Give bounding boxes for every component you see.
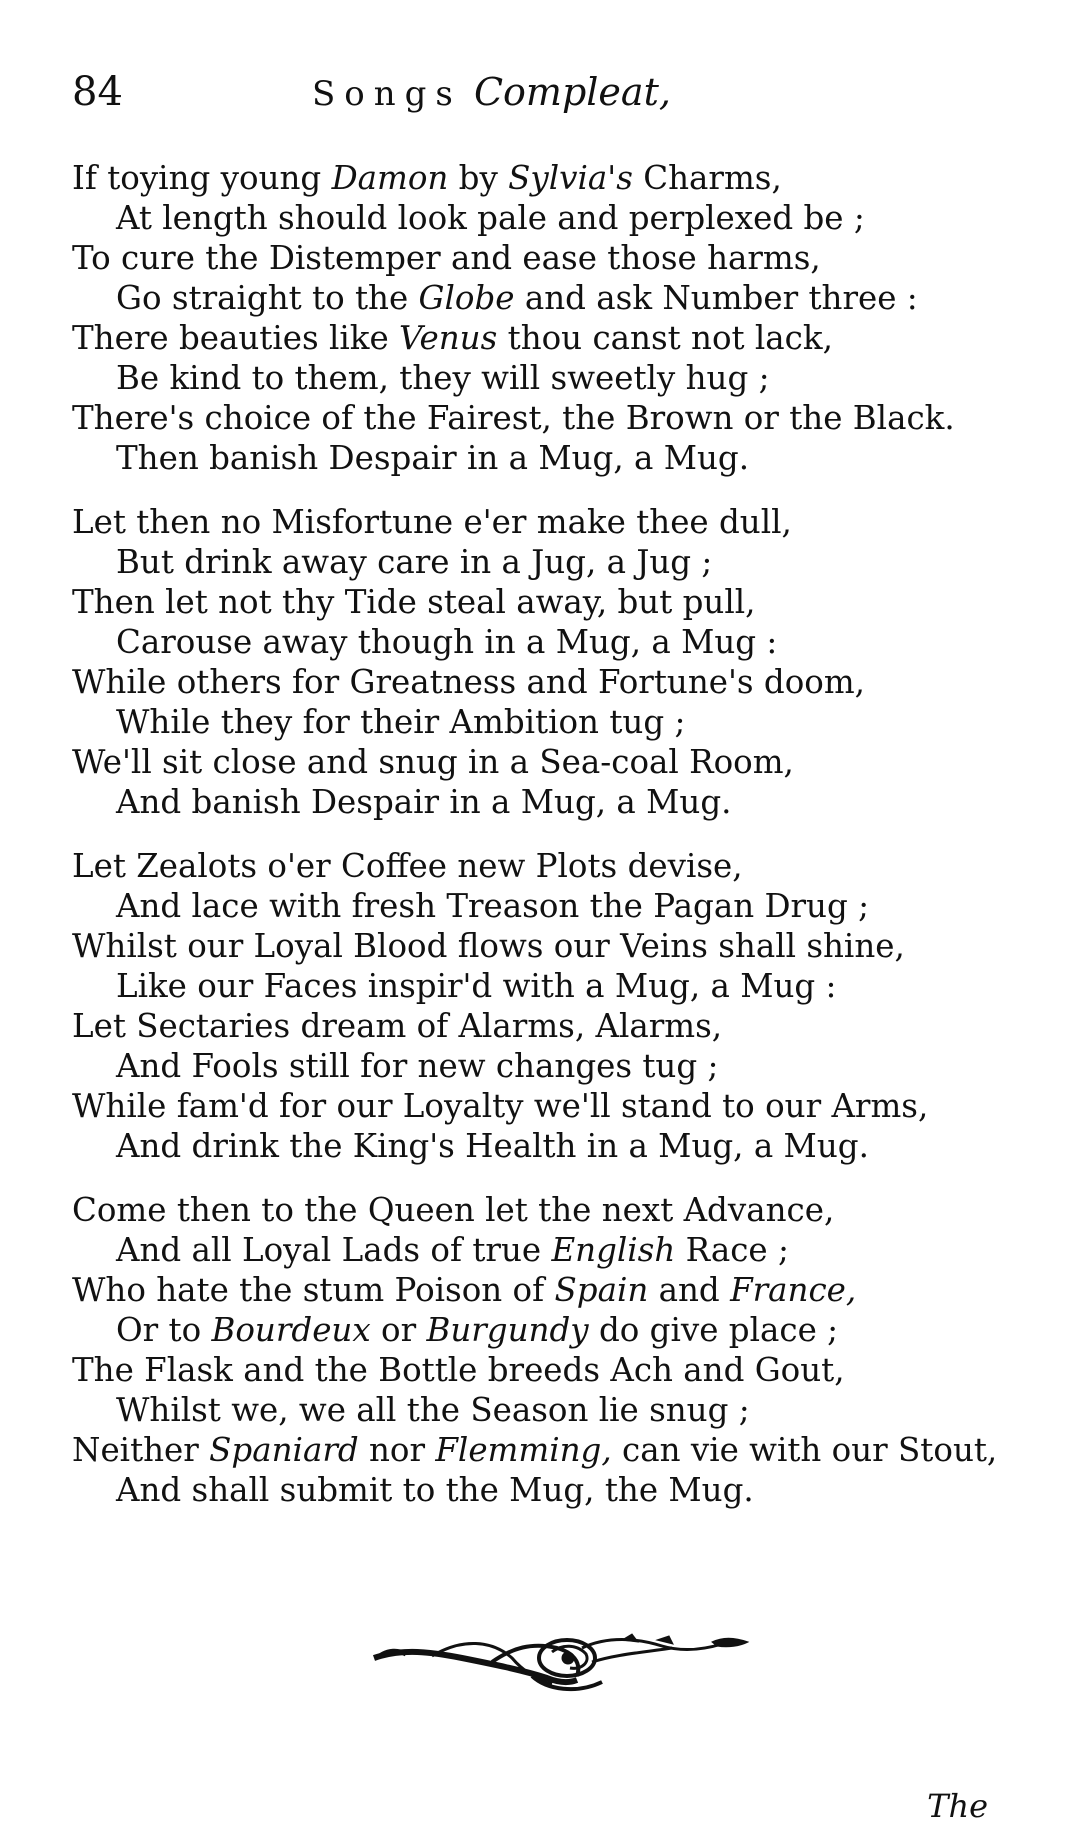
- poem-line: [72, 278, 1022, 318]
- text-run: Like our Faces inspir'd with a Mug, a Mug :: [116, 967, 837, 1005]
- text-run: The Flask and the Bottle breeds Ach and Gout,: [72, 1351, 845, 1389]
- text-run: by: [448, 159, 509, 197]
- text-run: can vie with our Stout,: [611, 1431, 998, 1469]
- poem-line: [72, 846, 1022, 886]
- poem-line: [72, 702, 1022, 742]
- text-run: To cure the Distemper and ease those harms,: [72, 239, 821, 277]
- poem-line: [72, 1270, 1022, 1310]
- italic-text: Spaniard: [209, 1431, 359, 1469]
- running-title: [312, 62, 671, 124]
- text-run: While fam'd for our Loyalty we'll stand to our Arms,: [72, 1087, 929, 1125]
- text-run: Then banish Despair in a Mug, a Mug.: [116, 439, 750, 477]
- text-run: Come then to the Queen let the next Advance,: [72, 1191, 835, 1229]
- text-run: At length should look pale and perplexed be ;: [116, 199, 865, 237]
- poem-line: [72, 542, 1022, 582]
- poem-line: [72, 1430, 1022, 1470]
- italic-text: Spain: [554, 1271, 649, 1309]
- poem-line: [72, 1470, 1022, 1510]
- text-run: nor: [358, 1431, 436, 1469]
- italic-text: Sylvia's: [508, 159, 633, 197]
- text-run: Let Zealots o'er Coffee new Plots devise,: [72, 847, 743, 885]
- text-run: and: [648, 1271, 731, 1309]
- poem-line: [72, 1390, 1022, 1430]
- text-run: thou canst not lack,: [497, 319, 833, 357]
- poem-line: [72, 238, 1022, 278]
- italic-text: English: [551, 1231, 676, 1269]
- poem-line: [72, 502, 1022, 542]
- stanza: [72, 502, 1022, 822]
- running-title-smallcaps: Songs: [312, 74, 462, 114]
- poem-line: [72, 1046, 1022, 1086]
- page-header: [72, 62, 992, 122]
- text-run: But drink away care in a Jug, a Jug ;: [116, 543, 713, 581]
- poem-line: [72, 318, 1022, 358]
- poem-line: [72, 438, 1022, 478]
- italic-text: France,: [730, 1271, 857, 1309]
- poem-line: [72, 1310, 1022, 1350]
- text-run: And banish Despair in a Mug, a Mug.: [116, 783, 732, 821]
- poem-line: [72, 158, 1022, 198]
- poem-line: [72, 1190, 1022, 1230]
- poem-line: [72, 398, 1022, 438]
- text-run: Carouse away though in a Mug, a Mug :: [116, 623, 778, 661]
- poem-line: [72, 662, 1022, 702]
- text-run: Be kind to them, they will sweetly hug ;: [116, 359, 770, 397]
- poem-line: [72, 1086, 1022, 1126]
- poem-line: [72, 926, 1022, 966]
- text-run: While they for their Ambition tug ;: [116, 703, 686, 741]
- poem-line: [72, 966, 1022, 1006]
- tailpiece-ornament: [372, 1618, 752, 1698]
- text-run: We'll sit close and snug in a Sea-coal Room,: [72, 743, 794, 781]
- poem-line: [72, 782, 1022, 822]
- text-run: There's choice of the Fairest, the Brown or the Black.: [72, 399, 955, 437]
- text-run: Then let not thy Tide steal away, but pull,: [72, 583, 756, 621]
- text-run: Or to: [116, 1311, 212, 1349]
- poem-line: [72, 1126, 1022, 1166]
- stanza: [72, 1190, 1022, 1510]
- text-run: Go straight to the: [116, 279, 419, 317]
- text-run: There beauties like: [72, 319, 400, 357]
- poem-line: [72, 1230, 1022, 1270]
- page-number: 84: [72, 69, 123, 115]
- italic-text: Venus: [399, 319, 498, 357]
- poem-line: [72, 582, 1022, 622]
- running-title-italic: Compleat,: [473, 70, 671, 114]
- poem-line: [72, 358, 1022, 398]
- text-run: Neither: [72, 1431, 210, 1469]
- italic-text: Globe: [418, 279, 515, 317]
- text-run: And lace with fresh Treason the Pagan Drug ;: [116, 887, 870, 925]
- text-run: And all Loyal Lads of true: [116, 1231, 552, 1269]
- italic-text: Bourdeux: [211, 1311, 371, 1349]
- text-run: If toying young: [72, 159, 332, 197]
- stanza: [72, 846, 1022, 1166]
- text-run: or: [370, 1311, 427, 1349]
- poem-line: [72, 198, 1022, 238]
- text-run: And Fools still for new changes tug ;: [116, 1047, 719, 1085]
- text-run: And drink the King's Health in a Mug, a Mug.: [116, 1127, 869, 1165]
- text-run: Let then no Misfortune e'er make thee dull,: [72, 503, 792, 541]
- poem-line: [72, 886, 1022, 926]
- italic-text: Flemming,: [435, 1431, 612, 1469]
- italic-text: Damon: [331, 159, 449, 197]
- text-run: Charms,: [632, 159, 782, 197]
- italic-text: Burgundy: [426, 1311, 589, 1349]
- text-run: and ask Number three :: [514, 279, 918, 317]
- text-run: Let Sectaries dream of Alarms, Alarms,: [72, 1007, 723, 1045]
- text-run: Race ;: [675, 1231, 789, 1269]
- text-run: Whilst our Loyal Blood flows our Veins shall shine,: [72, 927, 905, 965]
- text-run: do give place ;: [588, 1311, 839, 1349]
- poem-line: [72, 1350, 1022, 1390]
- poem-line: [72, 1006, 1022, 1046]
- poem-body: [72, 158, 1022, 1534]
- text-run: Whilst we, we all the Season lie snug ;: [116, 1391, 750, 1429]
- text-run: While others for Greatness and Fortune's doom,: [72, 663, 866, 701]
- text-run: Who hate the stum Poison of: [72, 1271, 555, 1309]
- poem-line: [72, 622, 1022, 662]
- poem-line: [72, 742, 1022, 782]
- text-run: And shall submit to the Mug, the Mug.: [116, 1471, 754, 1509]
- stanza: [72, 158, 1022, 478]
- catchword: The: [927, 1787, 988, 1825]
